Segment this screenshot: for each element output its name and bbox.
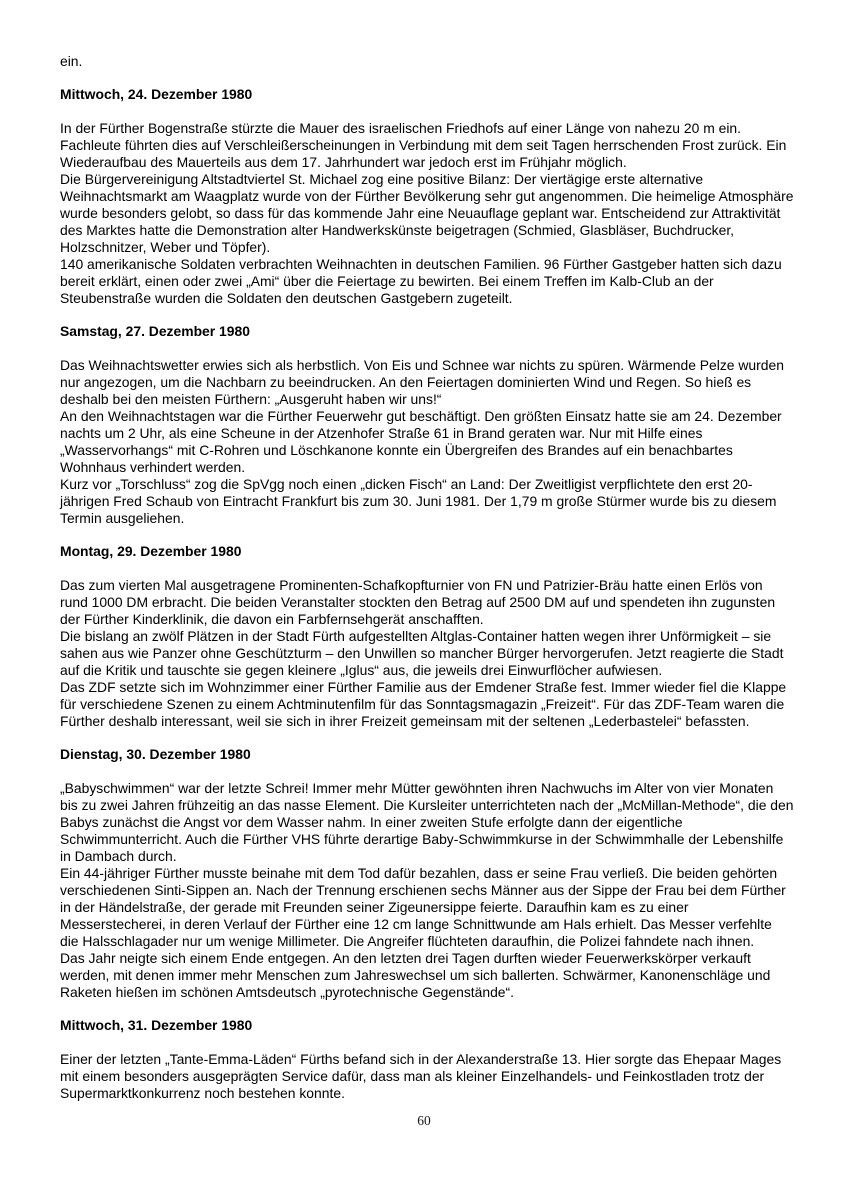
page-number: 60: [417, 1113, 431, 1128]
paragraph: Das ZDF setzte sich im Wohnzimmer einer Fürther Familie aus der Emdener Straße fest. Immer wieder fiel die Klappe für verschiedene Szenen zu einem Achtminutenfilm für das Sonntagsmagazin „Freizeit“. Für das ZDF-Team waren die Fürther deshalb interessant, weil sie sich in ihrer Freizeit gemeinsam mit der seltenen „Lederbastelei“ befassten.: [60, 679, 787, 729]
entry-date-heading: Mittwoch, 24. Dezember 1980: [60, 86, 253, 102]
diary-entry-dec-24: [60, 86, 794, 307]
paragraph: In der Fürther Bogenstraße stürzte die Mauer des israelischen Friedhofs auf einer Länge von nahezu 20 m ein. Fachleute führten dies auf Verschleißerscheinungen in Verbindung mit dem seit Tagen herrschenden Frost zurück. Ein Wiederaufbau des Mauerteils aus dem 17. Jahrhundert war jedoch erst im Frühjahr möglich.: [60, 120, 787, 170]
paragraph: Kurz vor „Torschluss“ zog die SpVgg noch einen „dicken Fisch“ an Land: Der Zweitligist verpflichtete den erst 20-jährigen Fred Schaub von Eintracht Frankfurt bis zum 30. Juni 1981. Der 1,79 m große Stürmer wurde bis zu diesem Termin ausgeliehen.: [60, 476, 777, 526]
diary-entry-dec-27: [60, 323, 794, 527]
paragraph: „Babyschwimmen“ war der letzte Schrei! Immer mehr Mütter gewöhnten ihren Nachwuchs im Alter von vier Monaten bis zu zwei Jahren frühzeitig an das nasse Element. Die Kursleiter unterrichteten nach der „McMillan-Methode“, die den Babys zunächst die Angst vor dem Wasser nahm. In einer zweiten Stufe erfolgte dann der eigentliche Schwimmunterricht. Auch die Fürther VHS führte derartige Baby-Schwimmkurse in der Schwimmhalle der Lebenshilfe in Dambach durch.: [60, 780, 794, 864]
paragraph: Einer der letzten „Tante-Emma-Läden“ Fürths befand sich in der Alexanderstraße 13. Hier sorgte das Ehepaar Mages mit einem besonders ausgeprägten Service dafür, dass man als kleiner Einzelhandels- und Feinkostladen trotz der Supermarktkonkurrenz noch bestehen konnte.: [60, 1051, 782, 1101]
paragraph: Das Jahr neigte sich einem Ende entgegen. An den letzten drei Tagen durften wieder Feuerwerkskörper verkauft werden, mit denen immer mehr Menschen zum Jahreswechsel um sich ballerten. Schwärmer, Kanonenschläge und Raketen hießen im schönen Amtsdeutsch „pyrotechnische Gegenstände“.: [60, 950, 771, 1000]
paragraph: Ein 44-jähriger Fürther musste beinahe mit dem Tod dafür bezahlen, dass er seine Frau verließ. Die beiden gehörten verschiedenen Sinti-Sippen an. Nach der Trennung erschienen sechs Männer aus der Sippe der Frau bei dem Fürther in der Händelstraße, der gerade mit Freunden seiner Zigeunersippe feierte. Daraufhin kam es zu einer Messerstecherei, in deren Verlauf der Fürther eine 12 cm lange Schnittwunde am Hals erhielt. Das Messer verfehlte die Halsschlagader nur um wenige Millimeter. Die Angreifer flüchteten daraufhin, die Polizei fahndete nach ihnen.: [60, 865, 786, 949]
entry-date-heading: Samstag, 27. Dezember 1980: [60, 323, 250, 339]
diary-entry-dec-31: [60, 1017, 794, 1102]
continuation-text: ein.: [60, 53, 83, 69]
paragraph: Die bislang an zwölf Plätzen in der Stadt Fürth aufgestellten Altglas-Container hatten wegen ihrer Unförmigkeit – sie sahen aus wie Panzer ohne Geschützturm – den Unwillen so mancher Bürger hervorgerufen. Jetzt reagierte die Stadt auf die Kritik und tauschte sie gegen kleinere „Iglus“ aus, die jeweils drei Einwurflöcher aufwiesen.: [60, 628, 784, 678]
paragraph: Das Weihnachtswetter erwies sich als herbstlich. Von Eis und Schnee war nichts zu spüren. Wärmende Pelze wurden nur angezogen, um die Nachbarn zu beeindrucken. An den Feiertagen dominierten Wind und Regen. So hieß es deshalb bei den meisten Fürthern: „Ausgeruht haben wir uns!“: [60, 357, 784, 407]
paragraph: Die Bürgervereinigung Altstadtviertel St. Michael zog eine positive Bilanz: Der viertägige erste alternative Weihnachtsmarkt am Waagplatz wurde von der Fürther Bevölkerung sehr gut angenommen. Die heimelige Atmosphäre wurde besonders gelobt, so dass für das kommende Jahr eine Neuauflage geplant war. Entscheidend zur Attraktivität des Marktes hatte die Demonstration alter Handwerkskünste beigetragen (Schmied, Glasbläser, Buchdrucker, Holzschnitzer, Weber und Töpfer).: [60, 171, 794, 255]
paragraph: 140 amerikanische Soldaten verbrachten Weihnachten in deutschen Familien. 96 Fürther Gastgeber hatten sich dazu bereit erklärt, einen oder zwei „Ami“ über die Feiertage zu bewirten. Bei einem Treffen im Kalb-Club an der Steubenstraße wurden die Soldaten den deutschen Gastgebern zugeteilt.: [60, 256, 782, 306]
document-content: [60, 53, 794, 1102]
entry-date-heading: Mittwoch, 31. Dezember 1980: [60, 1017, 253, 1033]
entry-date-heading: Montag, 29. Dezember 1980: [60, 543, 242, 559]
entry-date-heading: Dienstag, 30. Dezember 1980: [60, 746, 251, 762]
diary-entry-dec-29: [60, 543, 794, 730]
paragraph: Das zum vierten Mal ausgetragene Prominenten-Schafkopfturnier von FN und Patrizier-Bräu hatte einen Erlös von rund 1000 DM erbracht. Die beiden Veranstalter stockten den Betrag auf 2500 DM auf und spendeten ihn zugunsten der Fürther Kinderklinik, die davon ein Farbfernsehgerät anschafften.: [60, 577, 776, 627]
diary-entry-dec-30: [60, 746, 794, 1001]
paragraph: An den Weihnachtstagen war die Fürther Feuerwehr gut beschäftigt. Den größten Einsatz hatte sie am 24. Dezember nachts um 2 Uhr, als eine Scheune in der Atzenhofer Straße 61 in Brand geraten war. Nur mit Hilfe eines „Wasservorhangs“ mit C-Rohren und Löschkanone konnte ein Übergreifen des Brandes auf ein benachbartes Wohnhaus verhindert werden.: [60, 408, 782, 475]
